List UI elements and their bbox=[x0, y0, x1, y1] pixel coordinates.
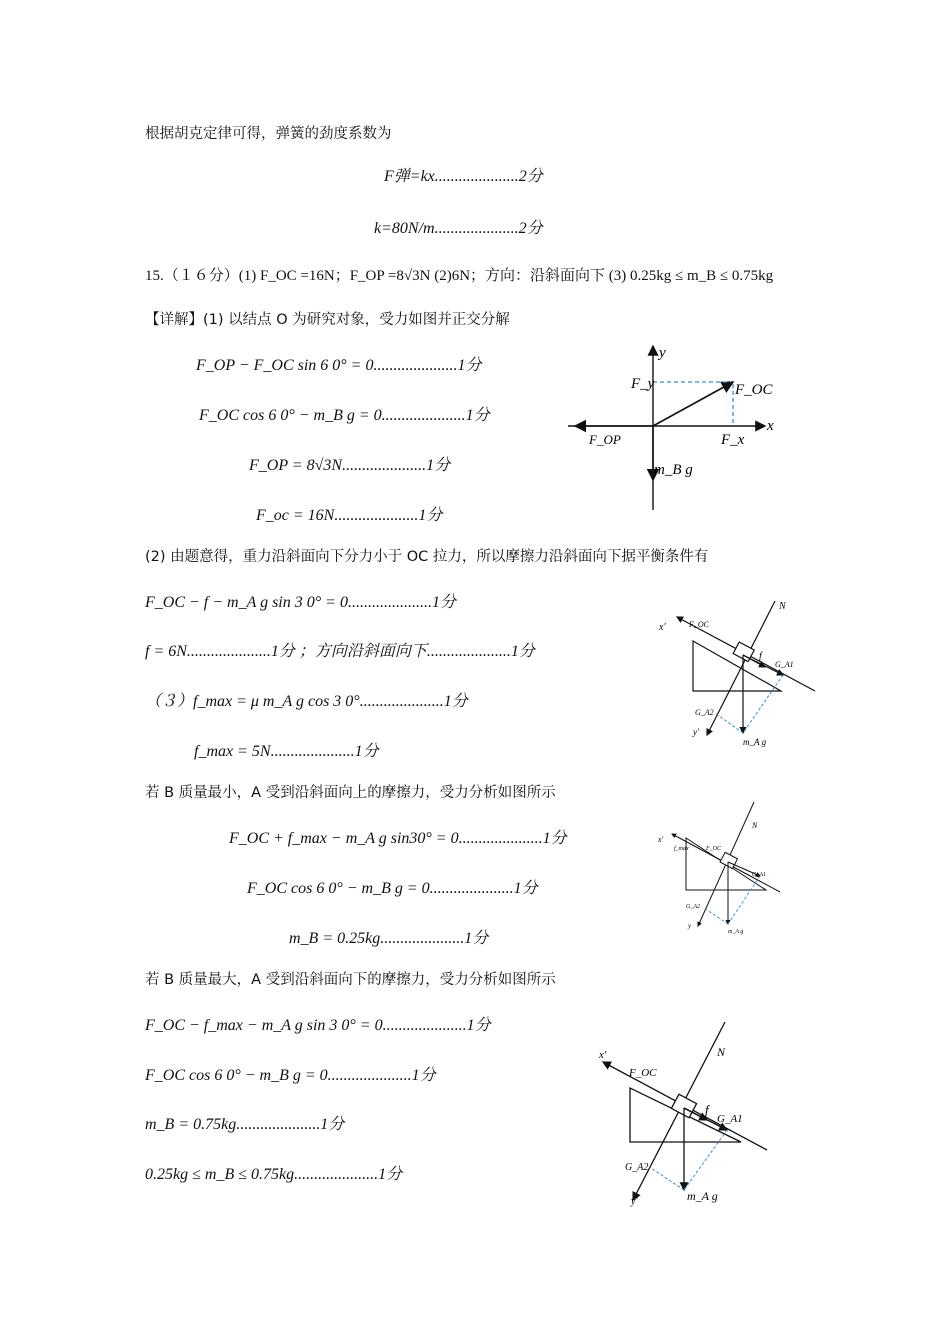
eq-10: F_OC cos 6 0° − m_B g = 0.....................1分 bbox=[247, 880, 538, 897]
mbg-label: m_B g bbox=[654, 462, 693, 478]
y-label: y bbox=[659, 345, 666, 361]
eq-12: F_OC − f_max − m_A g sin 3 0° = 0.....................1分 bbox=[145, 1017, 491, 1034]
foc-arrow bbox=[653, 382, 733, 426]
eq-5: F_OC − f − m_A g sin 3 0° = 0.....................1分 bbox=[145, 594, 456, 611]
foc-label: F_OC bbox=[689, 620, 709, 629]
ga1-label: G_A1 bbox=[775, 660, 794, 669]
foc-label: F_OC bbox=[735, 382, 773, 398]
eq-1: F_OP − F_OC sin 6 0° = 0.....................1分 bbox=[196, 357, 482, 374]
mag-label: m_A g bbox=[687, 1189, 718, 1203]
n-label: N bbox=[779, 601, 786, 612]
eq-7: （３）f_max = μ m_A g cos 3 0°.....................1分 bbox=[145, 693, 468, 710]
min-intro: 若 B 质量最小，A 受到沿斜面向上的摩擦力，受力分析如图所示 bbox=[145, 785, 556, 801]
k-value: k=80N/m.....................2分 bbox=[374, 220, 543, 237]
hooke-intro: 根据胡克定律可得，弹簧的劲度系数为 bbox=[145, 126, 392, 142]
y-prime-label: y bbox=[688, 922, 692, 930]
ga2-label: G_A2 bbox=[625, 1162, 649, 1173]
eq-15: 0.25kg ≤ m_B ≤ 0.75kg.....................1分 bbox=[145, 1166, 403, 1183]
f-label: f bbox=[759, 651, 762, 662]
eq-3: F_OP = 8√3N.....................1分 bbox=[249, 457, 451, 474]
x-prime-label: x′ bbox=[659, 622, 666, 633]
fx-label: F_x bbox=[721, 432, 745, 448]
max-intro: 若 B 质量最大，A 受到沿斜面向下的摩擦力，受力分析如图所示 bbox=[145, 972, 556, 988]
part2-intro: (2) 由题意得，重力沿斜面向下分力小于 OC 拉力，所以摩擦力沿斜面向下据平衡条件有 bbox=[145, 549, 709, 565]
ga1-label: G_A1 bbox=[717, 1113, 743, 1125]
x-prime-label: x′ bbox=[599, 1049, 607, 1061]
ga1-label: G_A1 bbox=[752, 872, 766, 878]
eq-2: F_OC cos 6 0° − m_B g = 0.....................1分 bbox=[199, 407, 490, 424]
y-prime-label: y′ bbox=[631, 1196, 638, 1207]
eq-13: F_OC cos 6 0° − m_B g = 0.....................1分 bbox=[145, 1067, 436, 1084]
eq-6: f = 6N.....................1分 ；方向沿斜面向下.....................1分 bbox=[145, 643, 535, 660]
projection-dash bbox=[651, 1168, 684, 1190]
eq-8: f_max = 5N.....................1分 bbox=[194, 743, 379, 760]
n-label: N bbox=[752, 821, 758, 830]
fy-label: F_y bbox=[631, 376, 655, 392]
foc-label: F_OC bbox=[629, 1067, 657, 1079]
fop-label: F_OP bbox=[589, 432, 621, 447]
x-label: x bbox=[767, 418, 774, 434]
ga2-label: G_A2 bbox=[695, 708, 714, 717]
projection-dash bbox=[704, 908, 728, 924]
projection-dash bbox=[684, 1130, 727, 1190]
f-label: f bbox=[705, 1102, 709, 1117]
hooke-equation: F弹=kx.....................2分 bbox=[384, 168, 543, 185]
incline-diagram-max bbox=[595, 1018, 785, 1208]
eq-9: F_OC + f_max − m_A g sin30° = 0.....................1分 bbox=[229, 830, 567, 847]
mag-label: m_A g bbox=[743, 737, 767, 747]
n-label: N bbox=[717, 1045, 726, 1059]
foc-label: F_OC bbox=[706, 846, 721, 852]
detail-intro: 【详解】(1) 以结点 O 为研究对象，受力如图并正交分解 bbox=[145, 312, 510, 328]
q15-answer: 15.（１６分）(1) F_OC =16N；F_OP =8√3N (2)6N；方向：沿斜面向下 (3) 0.25kg ≤ m_B ≤ 0.75kg bbox=[145, 268, 774, 284]
eq-14: m_B = 0.75kg.....................1分 bbox=[145, 1116, 345, 1133]
ga2-label: G_A2 bbox=[686, 904, 700, 910]
projection-dash bbox=[743, 675, 783, 733]
y-prime-label: y′ bbox=[693, 727, 699, 737]
incline-diagram-min bbox=[656, 800, 786, 935]
eq-4: F_oc = 16N.....................1分 bbox=[256, 507, 443, 524]
fmax-label: f_max bbox=[674, 846, 689, 852]
projection-dash bbox=[715, 713, 743, 733]
force-diagram-node-o bbox=[565, 340, 780, 515]
incline-diagram-part2 bbox=[655, 595, 825, 750]
block-a bbox=[720, 852, 738, 868]
x-prime-label: x′ bbox=[658, 835, 664, 844]
eq-11: m_B = 0.25kg.....................1分 bbox=[289, 930, 489, 947]
mag-label: m_A g bbox=[728, 929, 744, 935]
